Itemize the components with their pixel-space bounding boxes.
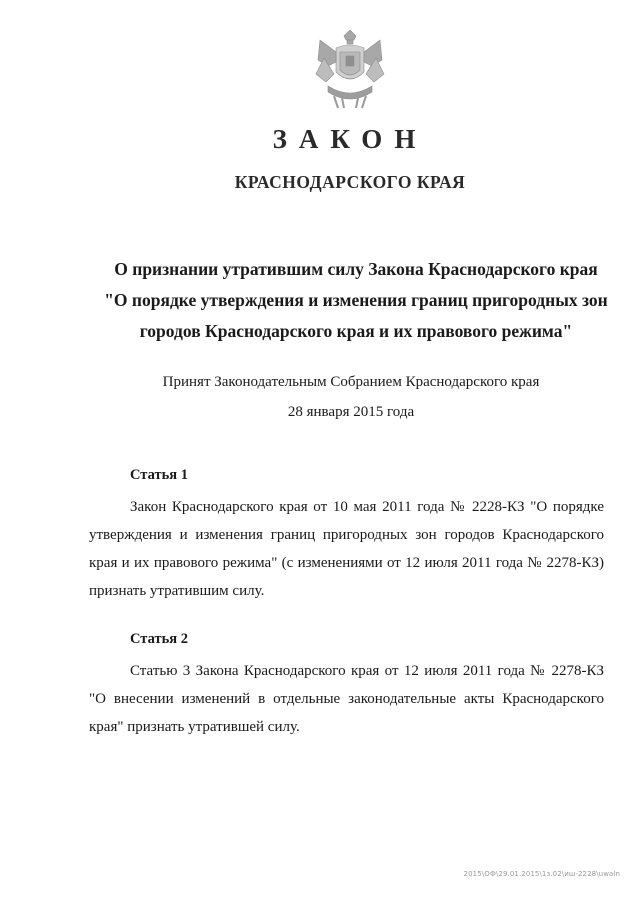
article-2-title: Статья 2 — [130, 631, 188, 647]
article-1-text — [89, 493, 604, 605]
article-1-title: Статья 1 — [130, 467, 188, 483]
article-line: признать утратившим силу. — [89, 583, 265, 599]
law-title: ЗАКОН — [272, 124, 428, 154]
heading-line: О признании утратившим силу Закона Краснодарского края — [114, 259, 598, 279]
heading-line: "О порядке утверждения и изменения границ пригородных зон — [104, 290, 608, 310]
adoption-body: Принят Законодательным Собранием Краснодарского края — [162, 374, 540, 390]
coat-of-arms-icon — [314, 30, 386, 110]
article-line: края и их правового режима" (с изменениями от 12 июля 2011 года № 2278-КЗ) — [89, 555, 604, 571]
adoption-date: 28 января 2015 года — [287, 404, 415, 420]
article-line: края" признать утратившей силу. — [89, 719, 300, 735]
document-code: 2015\ОФ\29.01.2015\1з.02\иш-2228\uwaln — [463, 870, 620, 878]
article-line: Статью 3 Закона Краснодарского края от 12 июля 2011 года № 2278-КЗ — [130, 663, 604, 679]
heading-line: городов Краснодарского края и их правового режима" — [139, 321, 573, 341]
article-2-text — [89, 657, 604, 741]
article-line: утверждения и изменения границ пригородных зон городов Краснодарского — [89, 527, 604, 543]
region-title: КРАСНОДАРСКОГО КРАЯ — [234, 172, 466, 192]
article-line: Закон Краснодарского края от 10 мая 2011 года № 2228-КЗ "О порядке — [130, 499, 604, 515]
adoption-note — [96, 367, 606, 427]
article-line: "О внесении изменений в отдельные законодательные акты Краснодарского — [89, 691, 604, 707]
law-heading — [96, 254, 616, 347]
